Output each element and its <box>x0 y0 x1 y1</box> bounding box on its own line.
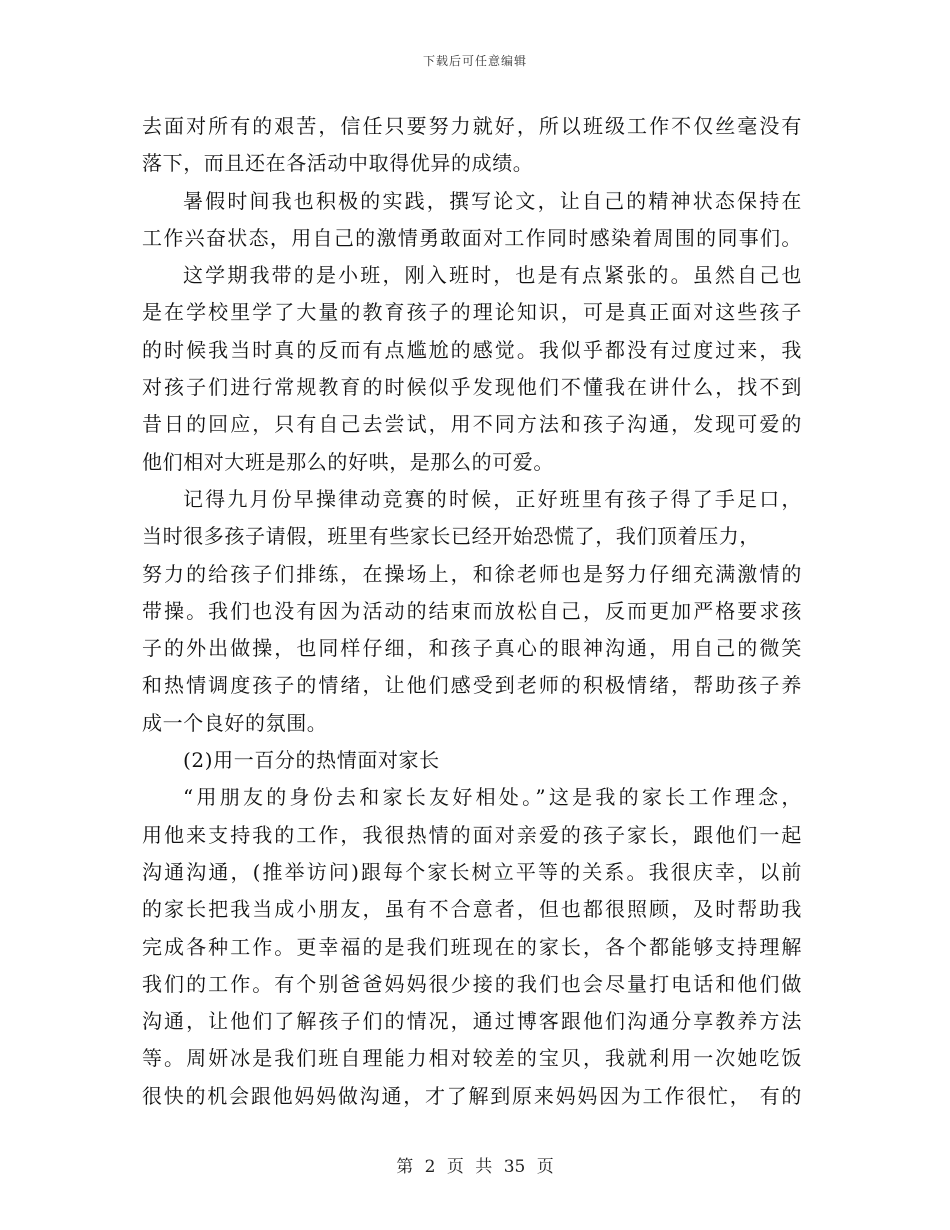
text-line: “用朋友的身份去和家长友好相处。”这是我的家长工作理念， <box>183 785 802 810</box>
text-line: 他们相对大班是那么的好哄，是那么的可爱。 <box>142 449 554 474</box>
text-line: 对孩子们进行常规教育的时候似乎发现他们不懂我在讲什么，找不到 <box>142 375 802 400</box>
text-line: 很快的机会跟他妈妈做沟通，才了解到原来妈妈因为工作很忙， 有的 <box>142 1083 802 1108</box>
text-line: 去面对所有的艰苦，信任只要努力就好，所以班级工作不仅丝毫没有 <box>142 114 802 138</box>
text-line: 的时候我当时真的反而有点尴尬的感觉。我似乎都没有过度过来，我 <box>142 337 802 362</box>
document-body <box>142 108 802 1115</box>
text-line: 子的外出做操，也同样仔细，和孩子真心的眼神沟通，用自己的微笑 <box>142 636 802 661</box>
text-line: 昔日的回应，只有自己去尝试，用不同方法和孩子沟通，发现可爱的 <box>142 412 802 437</box>
text-line: 等。周妍冰是我们班自理能力相对较差的宝贝，我就利用一次她吃饭 <box>142 1046 802 1071</box>
page-footer: 第 2 页 共 35 页 <box>396 1157 554 1177</box>
page-header: 下载后可任意编辑 <box>422 54 527 68</box>
text-line: 带操。我们也没有因为活动的结束而放松自己，反而更加严格要求孩 <box>142 598 802 623</box>
text-line: 记得九月份早操律动竞赛的时候，正好班里有孩子得了手足口， <box>183 486 802 511</box>
text-line: 沟通，让他们了解孩子们的情况，通过博客跟他们沟通分享教养方法 <box>142 1009 802 1034</box>
text-line: 工作兴奋状态，用自己的激情勇敢面对工作同时感染着周围的同事们。 <box>142 225 802 250</box>
text-line: (2)用一百分的热情面对家长 <box>183 748 440 773</box>
text-line: 完成各种工作。更幸福的是我们班现在的家长，各个都能够支持理解 <box>142 934 802 959</box>
text-line: 是在学校里学了大量的教育孩子的理论知识，可是真正面对这些孩子 <box>142 300 802 325</box>
text-line: 努力的给孩子们排练，在操场上，和徐老师也是努力仔细充满激情的 <box>142 561 802 586</box>
text-line: 暑假时间我也积极的实践，撰写论文，让自己的精神状态保持在 <box>183 188 802 213</box>
text-line: 这学期我带的是小班，刚入班时，也是有点紧张的。虽然自己也 <box>183 263 802 288</box>
text-line: 成一个良好的氛围。 <box>142 710 328 735</box>
text-line: 沟通沟通，(推举访问)跟每个家长树立平等的关系。我很庆幸，以前 <box>142 859 802 884</box>
text-line: 和热情调度孩子的情绪，让他们感受到老师的积极情绪，帮助孩子养 <box>142 673 802 698</box>
text-line: 的家长把我当成小朋友，虽有不合意者，但也都很照顾，及时帮助我 <box>142 897 802 922</box>
text-line: 用他来支持我的工作，我很热情的面对亲爱的孩子家长，跟他们一起 <box>142 822 802 847</box>
text-line: 落下，而且还在各活动中取得优异的成绩。 <box>142 151 534 176</box>
text-line: 当时很多孩子请假，班里有些家长已经开始恐慌了，我们顶着压力， <box>142 524 760 549</box>
text-line: 我们的工作。有个别爸爸妈妈很少接的我们也会尽量打电话和他们做 <box>142 971 802 996</box>
